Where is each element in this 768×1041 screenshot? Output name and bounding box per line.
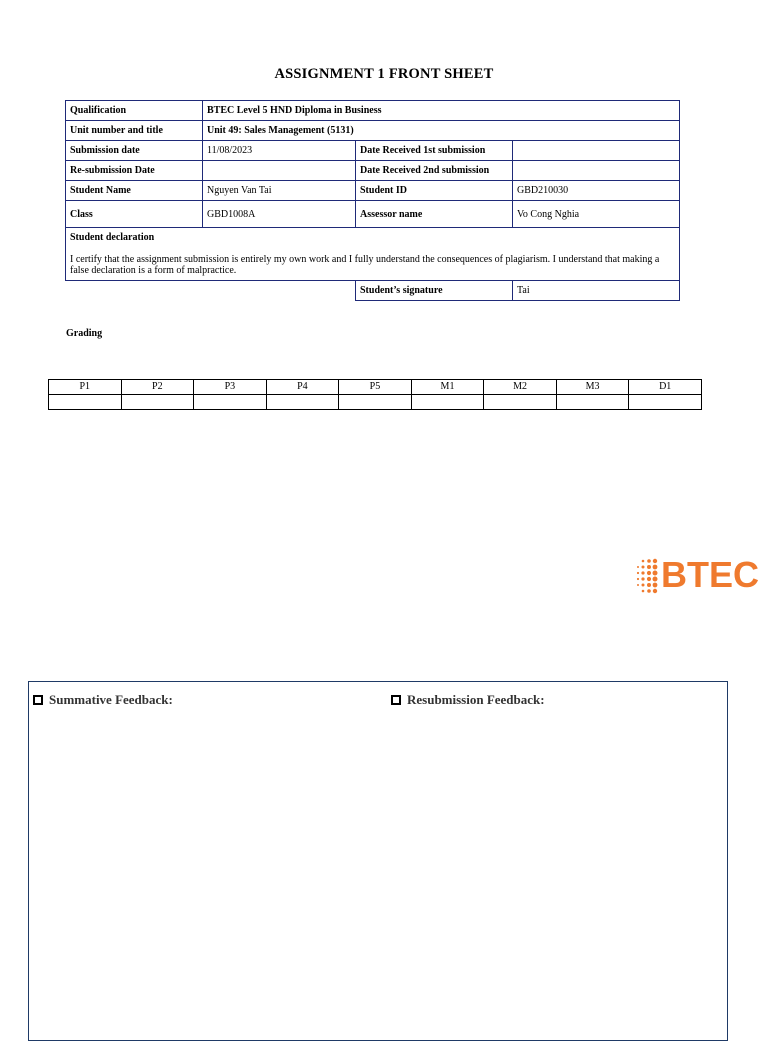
assessor-value: Vo Cong Nghia xyxy=(513,201,680,228)
feedback-box xyxy=(28,681,728,1041)
date-received-1st-label: Date Received 1st submission xyxy=(356,141,513,161)
grade-cell xyxy=(339,395,412,410)
submission-date-value: 11/08/2023 xyxy=(203,141,356,161)
grade-header: M1 xyxy=(411,380,484,395)
grade-cell xyxy=(556,395,629,410)
btec-dots-icon xyxy=(635,555,659,595)
date-received-1st-value xyxy=(513,141,680,161)
date-received-2nd-value xyxy=(513,161,680,181)
resubmission-feedback-label: Resubmission Feedback: xyxy=(407,692,545,707)
page-title: ASSIGNMENT 1 FRONT SHEET xyxy=(274,66,494,82)
class-label: Class xyxy=(66,201,203,228)
student-id-value: GBD210030 xyxy=(513,181,680,201)
resubmission-feedback xyxy=(391,692,545,708)
grade-header: P2 xyxy=(121,380,194,395)
signature-label: Student’s signature xyxy=(356,281,513,301)
summative-feedback-label: Summative Feedback: xyxy=(49,692,173,707)
grade-header: M3 xyxy=(556,380,629,395)
student-declaration xyxy=(66,228,680,281)
assessor-label: Assessor name xyxy=(356,201,513,228)
checkbox-icon[interactable] xyxy=(33,695,43,705)
resubmission-date-label: Re-submission Date xyxy=(66,161,203,181)
grade-cell xyxy=(629,395,702,410)
grading-table xyxy=(48,379,702,410)
student-name-value: Nguyen Van Tai xyxy=(203,181,356,201)
grade-header: M2 xyxy=(484,380,557,395)
grading-label: Grading xyxy=(66,328,103,339)
grade-cell xyxy=(484,395,557,410)
btec-logo-text: BTEC xyxy=(661,554,759,595)
qualification-value: BTEC Level 5 HND Diploma in Business xyxy=(203,101,680,121)
resubmission-date-value xyxy=(203,161,356,181)
date-received-2nd-label: Date Received 2nd submission xyxy=(356,161,513,181)
declaration-text: I certify that the assignment submission is entirely my own work and I fully understand the consequences of plagiarism. I understand that making a false declaration is a form of malpractice. xyxy=(70,254,660,276)
btec-logo xyxy=(635,552,768,598)
class-value: GBD1008A xyxy=(203,201,356,228)
student-name-label: Student Name xyxy=(66,181,203,201)
unit-value: Unit 49: Sales Management (5131) xyxy=(203,121,680,141)
grade-cell xyxy=(121,395,194,410)
grade-header: P4 xyxy=(266,380,339,395)
grade-header: D1 xyxy=(629,380,702,395)
signature-value: Tai xyxy=(513,281,680,301)
unit-label: Unit number and title xyxy=(66,121,203,141)
grade-header: P1 xyxy=(49,380,122,395)
grade-header: P3 xyxy=(194,380,267,395)
front-sheet-table xyxy=(65,100,680,301)
submission-date-label: Submission date xyxy=(66,141,203,161)
grade-cell xyxy=(411,395,484,410)
grade-cell xyxy=(194,395,267,410)
summative-feedback xyxy=(33,692,173,708)
qualification-label: Qualification xyxy=(66,101,203,121)
grade-cell xyxy=(49,395,122,410)
student-id-label: Student ID xyxy=(356,181,513,201)
grade-header: P5 xyxy=(339,380,412,395)
checkbox-icon[interactable] xyxy=(391,695,401,705)
grade-cell xyxy=(266,395,339,410)
declaration-label: Student declaration xyxy=(70,232,155,243)
